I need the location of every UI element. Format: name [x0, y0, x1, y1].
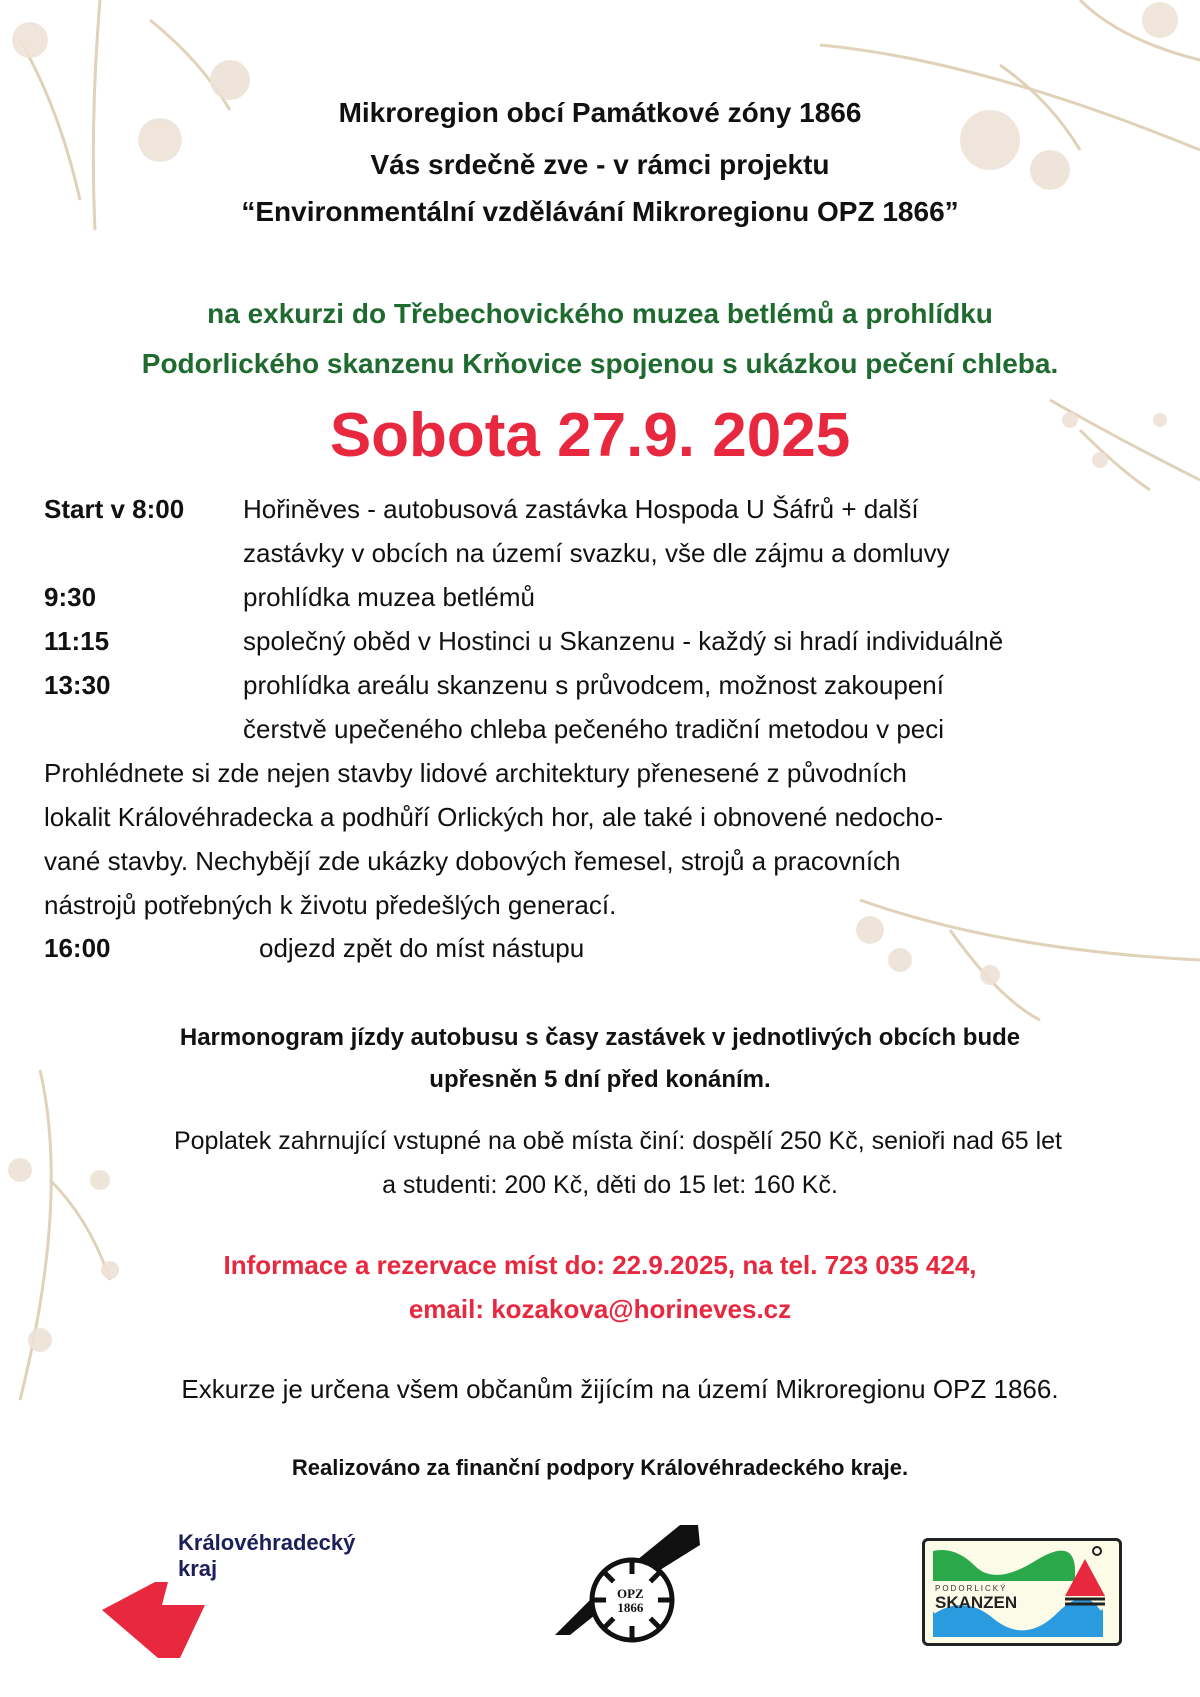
skanzen-logo-text: SKANZEN — [935, 1593, 1018, 1612]
description-line: Prohlédnete si zde nejen stavby lidové architektury přenesené z původních — [44, 758, 907, 788]
contact-line-1: Informace a rezervace míst do: 22.9.2025, na tel. 723 035 424, — [223, 1250, 977, 1280]
opz-1866-logo — [540, 1520, 710, 1645]
opz-logo-text-2: 1866 — [617, 1600, 644, 1615]
fee-line-1: Poplatek zahrnující vstupné na obě místa činí: dospělí 250 Kč, senioři nad 65 let — [173, 1127, 1063, 1155]
schedule-desc: odjezd zpět do míst nástupu — [259, 933, 585, 963]
support-note: Realizováno za finanční podpory Královéhradeckého kraje. — [291, 1455, 909, 1480]
schedule-time: 11:15 — [44, 626, 110, 656]
audience-note: Exkurze je určena všem občanům žijícím na území Mikroregionu OPZ 1866. — [181, 1374, 1059, 1404]
kraj-logo-text-2: kraj — [178, 1556, 218, 1581]
schedule-desc: prohlídka muzea betlémů — [243, 582, 535, 612]
header-line-3: “Environmentální vzdělávání Mikroregionu OPZ 1866” — [241, 196, 959, 227]
fee-line-2: a studenti: 200 Kč, děti do 15 let: 160 Kč. — [382, 1171, 838, 1199]
skanzen-logo — [922, 1538, 1122, 1646]
schedule-desc: společný oběd v Hostinci u Skanzenu - každý si hradí individuálně — [243, 626, 1004, 656]
description-line: lokalit Královéhradecka a podhůří Orlických hor, ale také i obnovené nedocho- — [44, 802, 943, 832]
event-date: Sobota 27.9. 2025 — [329, 401, 851, 470]
schedule-desc: Hořiněves - autobusová zastávka Hospoda U Šáfrů + další — [243, 494, 919, 524]
schedule-time: 9:30 — [44, 582, 97, 612]
schedule-time: 16:00 — [44, 933, 111, 963]
description-line: vané stavby. Nechybějí zde ukázky dobových řemesel, strojů a pracovních — [44, 846, 901, 876]
header-line-2: Vás srdečně zve - v rámci projektu — [370, 149, 830, 180]
header-line-1: Mikroregion obcí Památkové zóny 1866 — [338, 97, 862, 128]
kraj-logo-text-1: Královéhradecký — [178, 1530, 356, 1555]
invite-line-1: na exkurzi do Třebechovického muzea betlémů a prohlídku — [207, 298, 993, 329]
schedule-desc: čerstvě upečeného chleba pečeného tradiční metodou v peci — [243, 714, 945, 744]
skanzen-logo-small-text: PODORLICKÝ — [935, 1584, 1008, 1593]
contact-email[interactable]: email: kozakova@horineves.cz — [408, 1294, 792, 1324]
schedule-desc: zastávky v obcích na území svazku, vše dle zájmu a domluvy — [243, 538, 950, 568]
schedule-time: Start v 8:00 — [44, 494, 185, 524]
kraj-heart-icon — [100, 1580, 210, 1660]
schedule-time: 13:30 — [44, 670, 111, 700]
opz-logo-text-1: OPZ — [617, 1586, 644, 1601]
kraj-logo — [100, 1530, 420, 1650]
description-line: nástrojů potřebných k životu předešlých generací. — [44, 890, 617, 920]
schedule-desc: prohlídka areálu skanzenu s průvodcem, možnost zakoupení — [243, 670, 944, 700]
harmonogram-line-1: Harmonogram jízdy autobusu s časy zastávek v jednotlivých obcích bude — [179, 1024, 1021, 1051]
invite-line-2: Podorlického skanzenu Krňovice spojenou s ukázkou pečení chleba. — [141, 348, 1059, 379]
harmonogram-line-2: upřesněn 5 dní před konáním. — [429, 1066, 771, 1093]
